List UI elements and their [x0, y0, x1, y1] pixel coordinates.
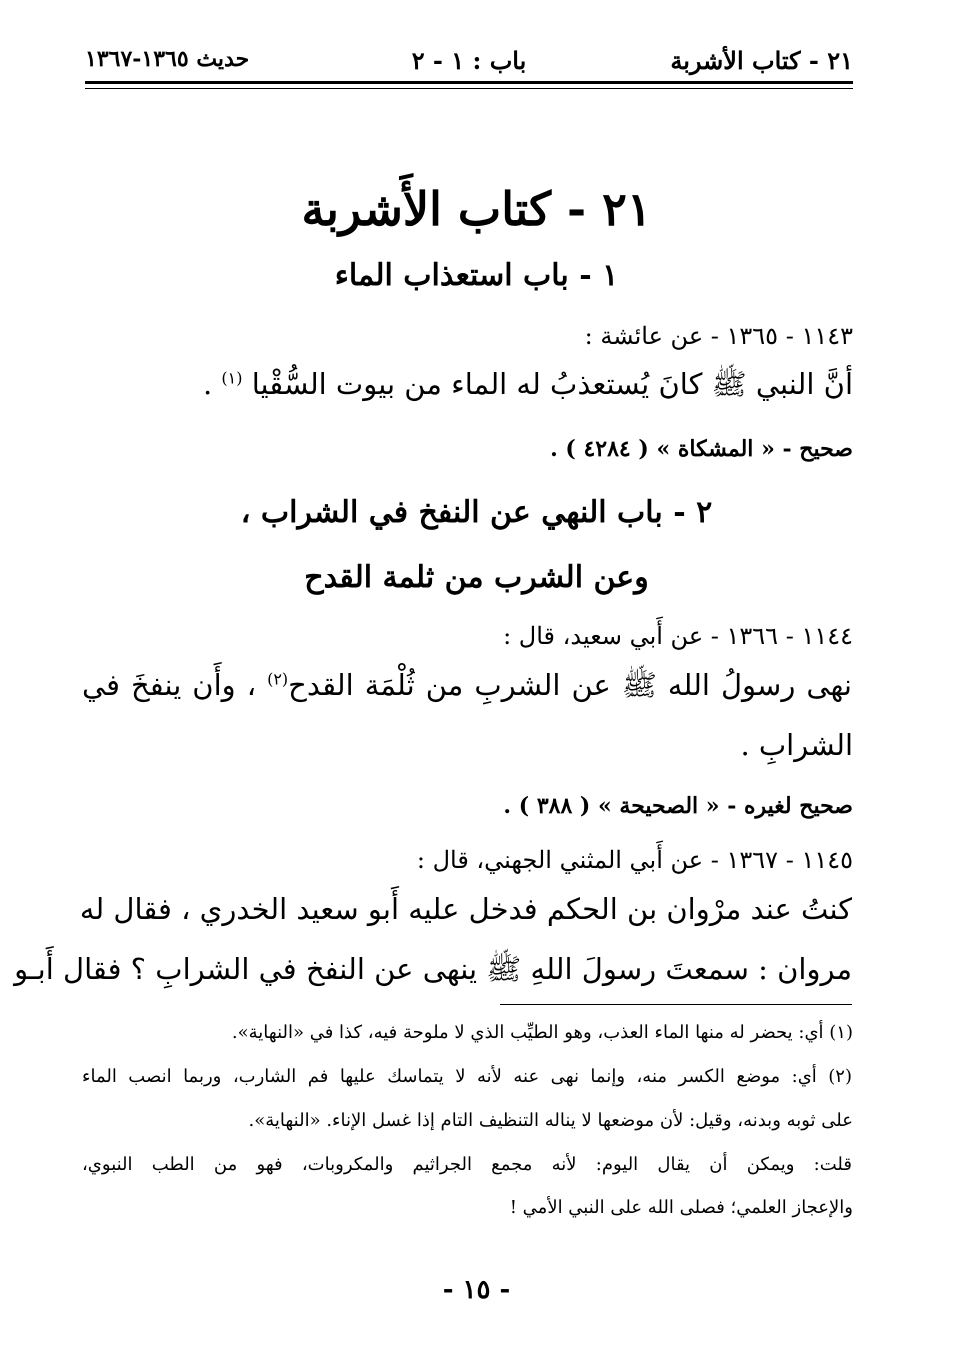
hadith-1144-line1	[82, 668, 852, 710]
editor-note-line2: والإعجاز العلمي؛ فصلى الله على النبي الأمي !	[509, 1197, 853, 1218]
page-number: - ١٥ -	[442, 1275, 511, 1305]
footnote-1: (١) أي: يحضر له منها الماء العذب، وهو الطيِّب الذي لا ملوحة فيه، كذا في «النهاية».	[231, 1022, 853, 1043]
footnote-ref-1: (١)	[221, 368, 243, 388]
running-header-book: ٢١ - كتاب الأشربة	[670, 46, 853, 75]
running-header-hadith-range: حديث ١٣٦٥-١٣٦٧	[85, 46, 250, 72]
hadith-1144-heading: ١١٤٤ - ١٣٦٦ - عن أَبي سعيد، قال :	[503, 622, 853, 650]
hadith-1145-line1: كنتُ عند مرْوان بن الحكم فدخل عليه أَبو سعيد الخدري ، فقال له	[79, 892, 852, 926]
hadith-1143-end: .	[202, 367, 213, 401]
hadith-1144-matn-a: نهى رسولُ الله ﷺ عن الشربِ من ثُلْمَة القدح	[288, 668, 852, 702]
hadith-1144-grade: صحيح لغيره - « الصحيحة » ( ٣٨٨ ) .	[503, 793, 853, 819]
header-rule-thin	[85, 88, 853, 89]
hadith-1143-text	[203, 367, 853, 409]
hadith-1144-matn-b: ، وأَن ينفخَ في	[82, 668, 268, 702]
book-title: ٢١ - كتاب الأَشربة	[301, 182, 652, 236]
header-rule-thick	[85, 81, 853, 84]
bab-2-title-line2: وعن الشرب من ثلمة القدح	[304, 560, 649, 595]
editor-note-line1: قلت: ويمكن أن يقال اليوم: لأنه مجمع الجراثيم والمكروبات، فهو من الطب النبوي،	[82, 1154, 852, 1175]
bab-1-title: ١ - باب استعذاب الماء	[334, 258, 619, 293]
hadith-1144-line2: الشرابِ .	[740, 728, 853, 762]
footnote-2-line1: (٢) أي: موضع الكسر منه، وإنما نهى عنه لأنه لا يتماسك عليها فم الشارب، وربما انصب الماء	[82, 1066, 852, 1087]
footnote-rule	[500, 1004, 852, 1005]
bab-2-title-line1: ٢ - باب النهي عن النفخ في الشراب ،	[240, 495, 713, 530]
footnote-ref-2: (٢)	[267, 669, 289, 689]
hadith-1145-heading: ١١٤٥ - ١٣٦٧ - عن أَبي المثني الجهني، قال :	[416, 846, 853, 874]
hadith-1143-matn: أنَّ النبي ﷺ كانَ يُستعذبُ له الماء من بيوت السُّقْيا	[251, 367, 853, 401]
footnote-2-line2: على ثوبه وبدنه، وقيل: لأن موضعها لا يناله التنظيف التام إذا غسل الإناء. «النهاية».	[248, 1110, 853, 1131]
hadith-1145-line2: مروان : سمعتَ رسولَ اللهِ ﷺ ينهى عن النفخ في الشرابِ ؟ فقال أَبـو	[14, 952, 852, 986]
running-header	[85, 46, 853, 86]
hadith-1143-heading: ١١٤٣ - ١٣٦٥ - عن عائشة :	[584, 322, 853, 350]
hadith-1143-grade: صحيح - « المشكاة » ( ٤٢٨٤ ) .	[550, 436, 853, 462]
running-header-chapter: باب : ١ - ٢	[411, 46, 527, 75]
